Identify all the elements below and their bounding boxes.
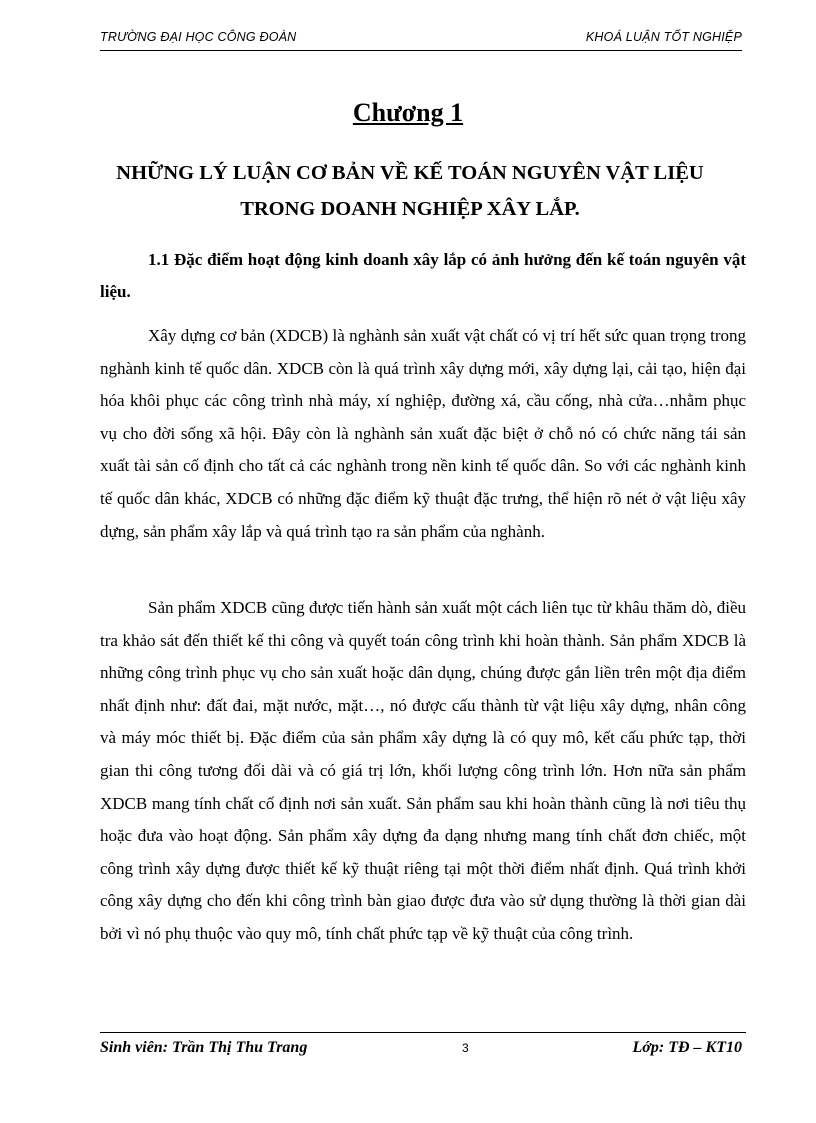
chapter-title-line-2: TRONG DOANH NGHIỆP XÂY LẮP. <box>240 198 580 220</box>
section-heading: 1.1 Đặc điểm hoạt động kinh doanh xây lắp có ảnh hưởng đến kế toán nguyên vật liệu. <box>100 250 746 301</box>
footer-student-name: Sinh viên: Trần Thị Thu Trang <box>100 1039 308 1056</box>
chapter-heading: Chương 1 <box>352 98 464 127</box>
body-paragraph-2: Sản phẩm XDCB cũng được tiến hành sản xuất một cách liên tục từ khâu thăm dò, điều tra khảo sát đến thiết kế thi công và quyết toán công trình khi hoàn thành. Sản phẩm XDCB là những công trình phục vụ cho sản xuất hoặc dân dụng, chúng được gắn liền trên một địa điểm nhất định như: đất đai, mặt nước, mặt…, nó được cấu thành từ vật liệu xây dựng, nhân công và máy móc thiết bị. Đặc điểm của sản phẩm xây dựng là có quy mô, kết cấu phức tạp, thời gian thi công tương đối dài và có giá trị lớn, khối lượng công trình lớn. Hơn nữa sản phẩm XDCB mang tính chất cố định nơi sản xuất. Sản phẩm sau khi hoàn thành cũng là nơi tiêu thụ hoặc đưa vào hoạt động. Sản phẩm xây dựng đa dạng nhưng mang tính chất đơn chiếc, một công trình xây dựng được thiết kế kỹ thuật riêng tại một thời điểm nhất định. Quá trình khởi công xây dựng cho đến khi công trình bàn giao được đưa vào sử dụng thường là thời gian dài bởi vì nó phụ thuộc vào quy mô, tính chất phức tạp về kỹ thuật của công trình. <box>100 598 746 943</box>
page-number: 3 <box>462 1041 469 1055</box>
header-university: TRƯỜNG ĐẠI HỌC CÔNG ĐOÀN <box>100 30 297 44</box>
header-thesis-label: KHOÁ LUẬN TỐT NGHIỆP <box>585 30 742 44</box>
chapter-title-line-1: NHỮNG LÝ LUẬN CƠ BẢN VỀ KẾ TOÁN NGUYÊN VẬT LIỆU <box>116 162 704 184</box>
page-header <box>100 26 742 51</box>
body-paragraph-1: Xây dựng cơ bản (XDCB) là nghành sản xuất vật chất có vị trí hết sức quan trọng trong nghành kinh tế quốc dân. XDCB còn là quá trình xây dựng mới, xây dựng lại, cải tạo, hiện đại hóa khôi phục các công trình nhà máy, xí nghiệp, đường xá, cầu cống, nhà cửa…nhằm phục vụ cho đời sống xã hội. Đây còn là nghành sản xuất đặc biệt ở chỗ nó có chức năng tái sản xuất tài sản cố định cho tất cả các nghành trong nền kinh tế quốc dân. So với các nghành kinh tế quốc dân khác, XDCB có những đặc điểm kỹ thuật đặc trưng, thể hiện rõ nét ở vật liệu xây dựng, sản phẩm xây lắp và quá trình tạo ra sản phẩm của nghành. <box>100 326 746 541</box>
footer-class: Lớp: TĐ – KT10 <box>632 1039 742 1056</box>
page-footer <box>100 1032 746 1063</box>
chapter-title <box>60 155 760 227</box>
